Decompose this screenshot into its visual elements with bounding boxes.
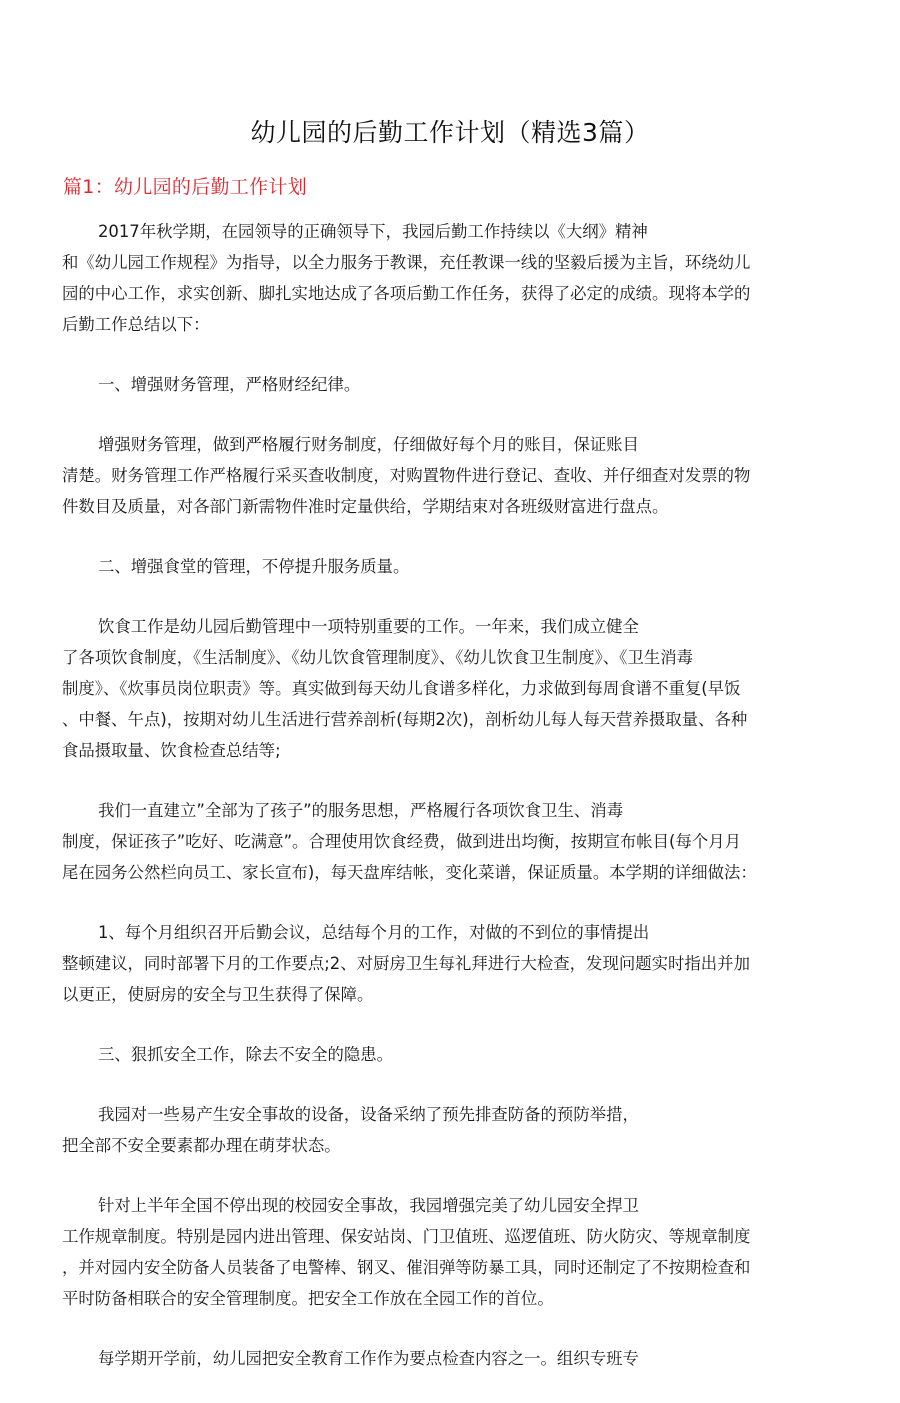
text-line: 食品摄取量、饮食检查总结等; <box>62 741 281 760</box>
text-line: 针对上半年全国不停出现的校园安全事故，我园增强完美了幼儿园安全捍卫 <box>98 1196 639 1215</box>
text-line: 三、狠抓安全工作，除去不安全的隐患。 <box>98 1045 394 1064</box>
document-body <box>62 216 842 1403</box>
subheading-safety <box>62 1039 842 1070</box>
text-line: 工作规章制度。特别是园内进出管理、保安站岗、门卫值班、巡逻值班、防火防灾、等规章制度 <box>62 1227 751 1246</box>
text-line: 我园对一些易产生安全事故的设备，设备采纳了预先排查防备的预防举措， <box>98 1105 639 1124</box>
paragraph-equipment <box>62 1099 842 1161</box>
text-line: 一、增强财务管理，严格财经纪律。 <box>98 375 361 394</box>
document-title: 幼儿园的后勤工作计划（精选3篇） <box>250 118 650 147</box>
text-line: 每学期开学前，幼儿园把安全教育工作作为要点检查内容之一。组织专班专 <box>98 1349 639 1368</box>
paragraph-finance <box>62 429 842 522</box>
paragraph-diet <box>62 611 842 766</box>
paragraph-methods <box>62 917 842 1010</box>
text-line: 制度，保证孩子”吃好、吃满意”。合理使用饮食经费，做到进出均衡，按期宣布帐目(每个月月 <box>62 832 741 851</box>
text-line: 后勤工作总结以下： <box>62 315 210 334</box>
text-line: 整顿建议，同时部署下月的工作要点;2、对厨房卫生每礼拜进行大检查，发现问题实时指出并加 <box>62 954 750 973</box>
paragraph-service <box>62 795 842 888</box>
text-line: 、中餐、午点)，按期对幼儿生活进行营养剖析(每期2次)，剖析幼儿每人每天营养摄取量、各种 <box>62 710 748 729</box>
text-line: 和《幼儿园工作规程》为指导，以全力服务于教课，充任教课一线的坚毅后援为主旨，环绕幼儿 <box>62 253 751 272</box>
section-heading: 篇1：幼儿园的后勤工作计划 <box>63 176 307 198</box>
text-line: 增强财务管理，做到严格履行财务制度，仔细做好每个月的账目，保证账目 <box>98 435 639 454</box>
text-line: 1、每个月组织召开后勤会议，总结每个月的工作，对做的不到位的事情提出 <box>98 923 650 942</box>
text-line: 饮食工作是幼儿园后勤管理中一项特别重要的工作。一年来，我们成立健全 <box>98 617 639 636</box>
text-line: 园的中心工作，求实创新、脚扎实地达成了各项后勤工作任务，获得了必定的成绩。现将本学的 <box>62 284 751 303</box>
text-line: 件数目及质量，对各部门新需物件准时定量供给，学期结束对各班级财富进行盘点。 <box>62 497 669 516</box>
text-line: 2017年秋学期，在园领导的正确领导下，我园后勤工作持续以《大纲》精神 <box>98 222 648 241</box>
subheading-canteen <box>62 551 842 582</box>
text-line: 平时防备相联合的安全管理制度。把安全工作放在全园工作的首位。 <box>62 1289 554 1308</box>
subheading-finance <box>62 369 842 400</box>
text-line: ，并对园内安全防备人员装备了电警棒、钢叉、催泪弹等防暴工具，同时还制定了不按期检查和 <box>62 1258 751 1277</box>
text-line: 我们一直建立”全部为了孩子”的服务思想，严格履行各项饮食卫生、消毒 <box>98 801 624 820</box>
paragraph-intro <box>62 216 842 340</box>
paragraph-semester-start <box>62 1343 842 1374</box>
text-line: 尾在园务公然栏向员工、家长宣布)，每天盘库结帐，变化菜谱，保证质量。本学期的详细做法： <box>62 863 757 882</box>
paragraph-security-rules <box>62 1190 842 1314</box>
text-line: 以更正，使厨房的安全与卫生获得了保障。 <box>62 985 374 1004</box>
text-line: 制度》、《炊事员岗位职责》等。真实做到每天幼儿食谱多样化，力求做到每周食谱不重复(早饭 <box>62 679 741 698</box>
text-line: 清楚。财务管理工作严格履行采买查收制度，对购置物件进行登记、查收、并仔细查对发票的物 <box>62 466 751 485</box>
text-line: 把全部不安全要素都办理在萌芽状态。 <box>62 1136 341 1155</box>
text-line: 二、增强食堂的管理，不停提升服务质量。 <box>98 557 410 576</box>
text-line: 了各项饮食制度，《生活制度》、《幼儿饮食管理制度》、《幼儿饮食卫生制度》、《卫生消毒 <box>62 648 694 667</box>
